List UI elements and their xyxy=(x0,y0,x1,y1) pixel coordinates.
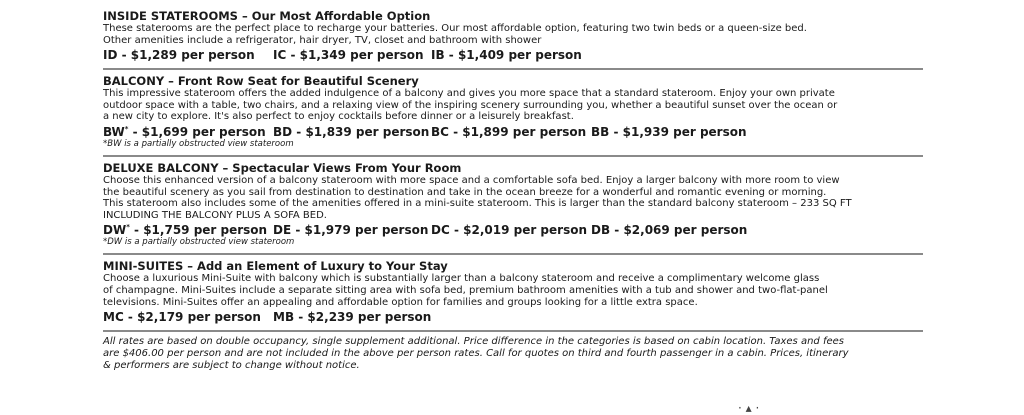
section-description xyxy=(103,273,923,308)
section-divider xyxy=(103,68,923,70)
price-ic: IC - $1,349 per person xyxy=(273,48,424,63)
price-row xyxy=(103,223,923,237)
section-divider xyxy=(103,253,923,255)
section-description xyxy=(103,88,923,123)
section-description xyxy=(103,175,923,221)
description-line: INCLUDING THE BALCONY PLUS A SOFA BED. xyxy=(103,209,327,221)
rates-document xyxy=(103,8,923,372)
section-title: DELUXE BALCONY – Spectacular Views From Your Room xyxy=(103,160,462,175)
price-id: ID - $1,289 per person xyxy=(103,48,255,63)
disclaimer-line: are $406.00 per person and are not included in the above per person rates. Call for quotes on third and fourth passenger in a cabin. Prices, itinerary xyxy=(103,348,849,360)
section-inside-staterooms xyxy=(103,9,923,66)
description-line: This impressive stateroom offers the added indulgence of a balcony and gives you more space that a standard stateroom. Enjoy your own private xyxy=(103,88,835,100)
section-title: BALCONY – Front Row Seat for Beautiful Scenery xyxy=(103,74,419,89)
disclaimer-line: & performers are subject to change without notice. xyxy=(103,360,360,372)
description-line: of champagne. Mini-Suites include a separate sitting area with sofa bed, premium bathroom amenities with a tub and shower and two-flat-panel xyxy=(103,284,828,296)
description-line: outdoor space with a table, two chairs, and a relaxing view of the inspiring scenery surrounding you, whether a beautiful sunset over the ocean or xyxy=(103,99,838,111)
disclaimer-line: All rates are based on double occupancy, single supplement additional. Price difference in the categories is based on cabin location. Taxes and fees xyxy=(103,336,844,348)
price-bd: BD - $1,839 per person xyxy=(273,124,430,139)
section-balcony xyxy=(103,74,923,153)
price-bc: BC - $1,899 per person xyxy=(431,124,587,139)
section-divider xyxy=(103,155,923,157)
price-bw: BW* - $1,699 per person xyxy=(103,124,266,139)
section-divider xyxy=(103,330,923,332)
price-ib: IB - $1,409 per person xyxy=(431,48,582,63)
obstructed-view-note: *BW is a partially obstructed view stateroom xyxy=(103,138,294,149)
description-line: Choose this enhanced version of a balcony stateroom with more space and a comfortable sofa bed. Enjoy a larger balcony with more room to view xyxy=(103,174,840,186)
description-line: Choose a luxurious Mini-Suite with balcony which is substantially larger than a balcony stateroom and receive a complimentary welcome glass xyxy=(103,273,820,285)
price-row xyxy=(103,125,923,139)
price-bb: BB - $1,939 per person xyxy=(591,124,747,139)
price-db: DB - $2,069 per person xyxy=(591,223,748,238)
section-mini-suites xyxy=(103,259,923,328)
section-description xyxy=(103,23,923,46)
description-line: These staterooms are the perfect place to recharge your batteries. Our most affordable option, featuring two twin beds or a queen-size bed. xyxy=(103,23,807,34)
section-deluxe-balcony xyxy=(103,161,923,251)
price-row xyxy=(103,310,923,324)
price-mb: MB - $2,239 per person xyxy=(273,310,432,325)
section-title: MINI-SUITES – Add an Element of Luxury to Your Stay xyxy=(103,259,448,274)
description-line: televisions. Mini-Suites offer an appealing and affordable option for families and groups looking for a little extra space. xyxy=(103,296,698,308)
description-line: Other amenities include a refrigerator, hair dryer, TV, closet and bathroom with shower xyxy=(103,34,542,46)
decorative-ornament-icon: · ▴ · xyxy=(738,401,760,415)
price-mc: MC - $2,179 per person xyxy=(103,310,261,325)
price-de: DE - $1,979 per person xyxy=(273,223,429,238)
price-dw: DW* - $1,759 per person xyxy=(103,223,268,238)
obstructed-view-note: *DW is a partially obstructed view stateroom xyxy=(103,237,295,248)
section-title: INSIDE STATEROOMS – Our Most Affordable Option xyxy=(103,9,431,23)
description-line: This stateroom also includes some of the amenities offered in a mini-suite stateroom. This is larger than the standard balcony stateroom – 233 SQ FT xyxy=(103,198,852,210)
price-dc: DC - $2,019 per person xyxy=(431,223,588,238)
rates-disclaimer xyxy=(103,336,923,372)
price-row xyxy=(103,48,923,62)
description-line: a new city to explore. It's also perfect to enjoy cocktails before dinner or a leisurely breakfast. xyxy=(103,111,574,123)
description-line: the beautiful scenery as you sail from destination to destination and take in the ocean breeze for a wonderful and romantic evening or morning. xyxy=(103,186,827,198)
